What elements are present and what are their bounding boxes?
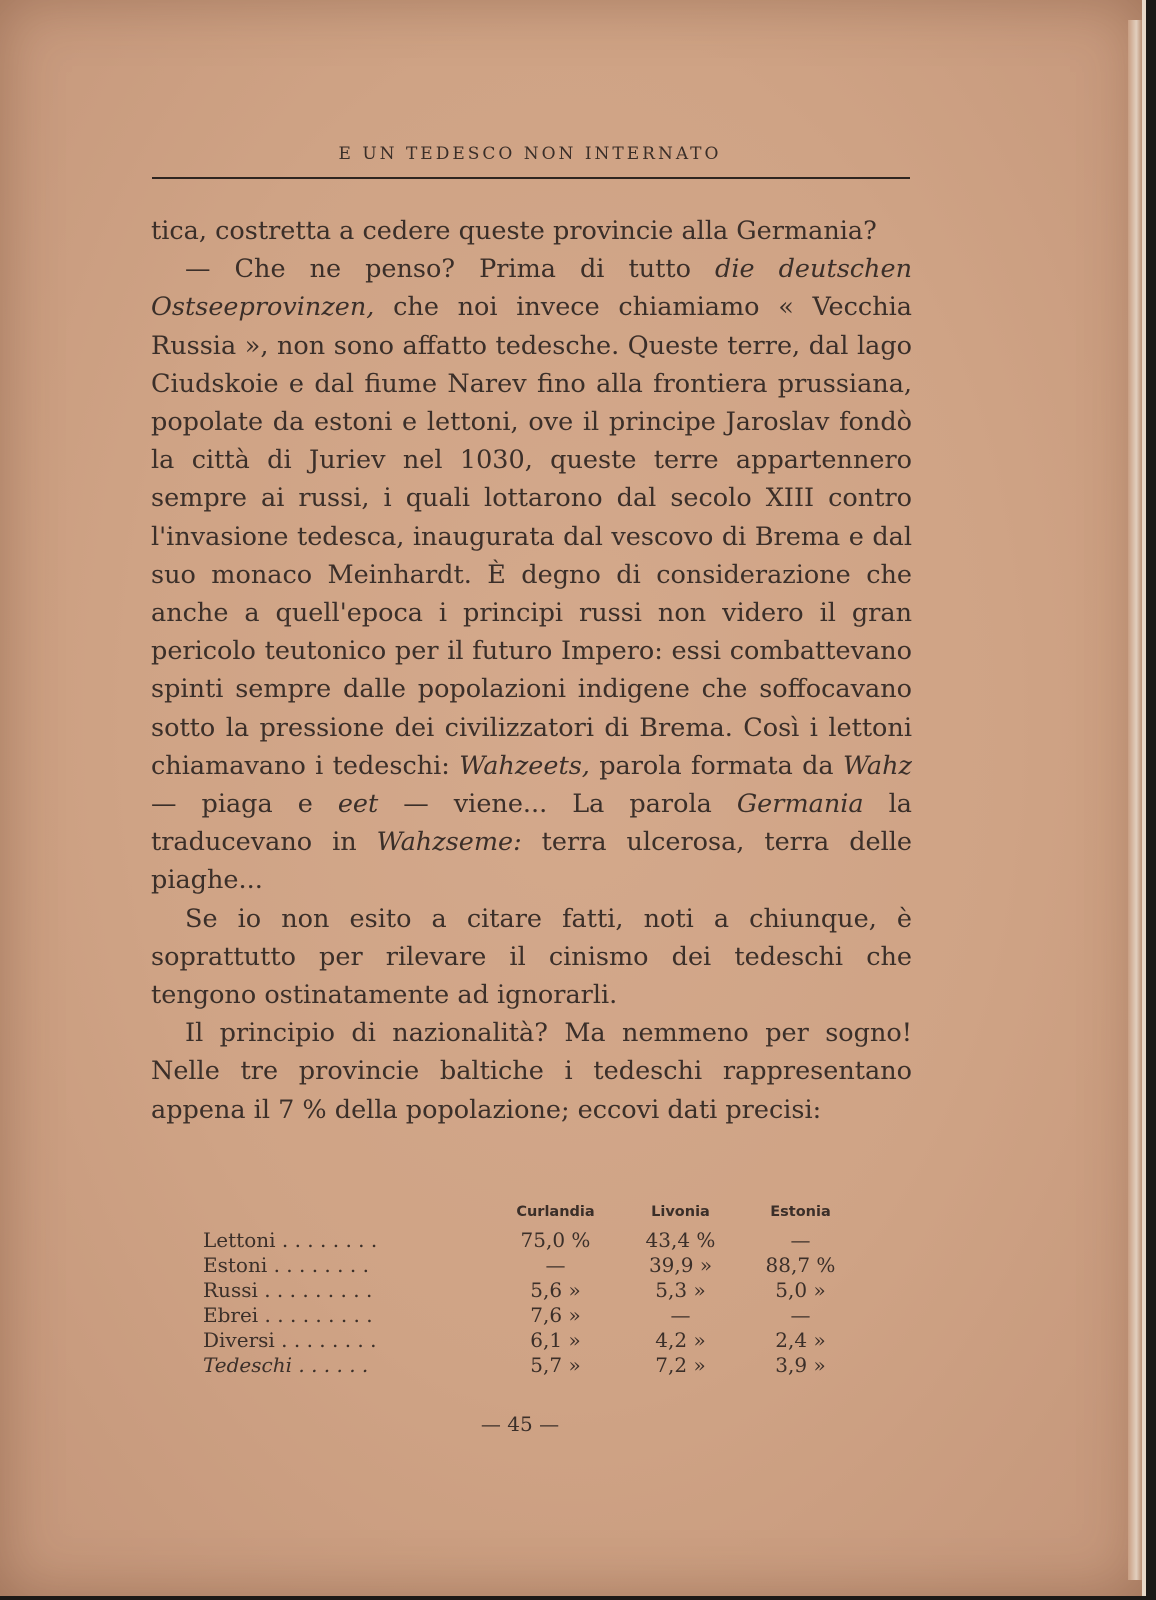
row-label: Lettoni . . . . . . . . (203, 1228, 378, 1252)
body-text (151, 212, 912, 1129)
italic-text: eet (337, 789, 379, 820)
text-segment: parola formata da (589, 750, 843, 781)
page-number: — 45 — (480, 1412, 560, 1436)
text-segment: — piaga e (151, 789, 338, 820)
population-table (203, 1204, 858, 1378)
table-cell: 88,7 % (765, 1253, 836, 1277)
table-cell: 7,2 » (655, 1353, 706, 1377)
text-segment: — Che ne penso? Prima di tutto (185, 254, 716, 285)
table-cell: 43,4 % (645, 1228, 716, 1252)
table-cell: — (670, 1303, 691, 1327)
table-cell: 3,9 » (775, 1353, 826, 1377)
italic-text: Wahzseme: (376, 827, 522, 858)
table-row (203, 1278, 858, 1303)
text-segment: Se io non esito a citare fatti, noti a chiunque, è soprattutto per rilevare il cinismo dei tedeschi che tengono ostinatamente ad ignorarli. (151, 903, 912, 1011)
text-segment: tica, costretta a cedere queste provincie alla Germania? (151, 216, 877, 246)
row-label: Estoni . . . . . . . . (203, 1253, 369, 1277)
table-cell: 2,4 » (775, 1328, 826, 1352)
table-cell: — (790, 1228, 811, 1252)
table-header-empty (203, 1204, 493, 1228)
text-segment: — viene... La parola (378, 789, 737, 820)
table-cell: 75,0 % (520, 1228, 591, 1252)
table-cell: 5,0 » (775, 1278, 826, 1302)
table-cell: 5,3 » (655, 1278, 706, 1302)
paragraph (151, 212, 912, 250)
row-label: Tedeschi . . . . . . (203, 1353, 369, 1377)
table-cell: — (790, 1303, 811, 1327)
table-header-row (203, 1204, 858, 1228)
table-cell: 4,2 » (655, 1328, 706, 1352)
table-row (203, 1328, 858, 1353)
row-label: Russi . . . . . . . . . (203, 1278, 373, 1302)
table-cell: 6,1 » (530, 1328, 581, 1352)
running-head: E UN TEDESCO NON INTERNATO (338, 144, 722, 164)
text-segment: terra ulcerosa, terra delle piaghe... (151, 827, 913, 896)
row-label: Diversi . . . . . . . . (203, 1328, 377, 1352)
table-header-estonia: Estonia (770, 1204, 831, 1220)
italic-text: Wahzeets, (459, 750, 590, 781)
text-segment: Il principio di nazionalità? Ma nemmeno per sogno! Nelle tre provincie baltiche i tedeschi rappresentano appena il 7 % della popolazione; eccovi dati precisi: (151, 1018, 912, 1125)
page-edge (1128, 20, 1142, 1580)
italic-text: Germania (736, 789, 864, 820)
paragraph (151, 900, 912, 1015)
table-cell: 39,9 » (648, 1253, 713, 1277)
text-segment: la traducevano in (151, 789, 913, 858)
table-cell: — (545, 1253, 566, 1277)
table-cell: 5,6 » (530, 1278, 581, 1302)
table-header-livonia: Livonia (651, 1204, 710, 1220)
row-label: Ebrei . . . . . . . . . (203, 1303, 373, 1327)
table-header-curlandia: Curlandia (516, 1204, 595, 1220)
table-cell: 7,6 » (530, 1303, 581, 1327)
table-row (203, 1253, 858, 1278)
table-row (203, 1228, 858, 1253)
italic-text: Wahz (842, 750, 912, 781)
italic-text: die deutschen Ostseeprovinzen, (151, 254, 912, 323)
paragraph (151, 1014, 912, 1129)
text-segment: che noi invece chiamiamo « Vecchia Russia », non sono affatto tedesche. Queste terre, dal lago Ciudskoie e dal fiume Narev fino alla frontiera prussiana, popolate da estoni e lettoni, ove il principe Jaroslav fondò la città di Juriev nel 1030, queste terre appartennero sempre ai russi, i quali lottarono dal secolo XIII contro l'invasione tedesca, inaugurata dal vescovo di Brema e dal suo monaco Meinhardt. È degno di considerazione che anche a quell'epoca i principi russi non videro il gran pericolo teutonico per il futuro Impero: essi combattevano spinti sempre dalle popolazioni indigene che soffocavano sotto la pressione dei civilizzatori di Brema. Così i lettoni chiamavano i tedeschi: (151, 292, 912, 781)
header-rule (152, 177, 910, 179)
table-cell: 5,7 » (530, 1353, 581, 1377)
table-row (203, 1303, 858, 1328)
table-row (203, 1353, 858, 1378)
paragraph (151, 250, 912, 899)
